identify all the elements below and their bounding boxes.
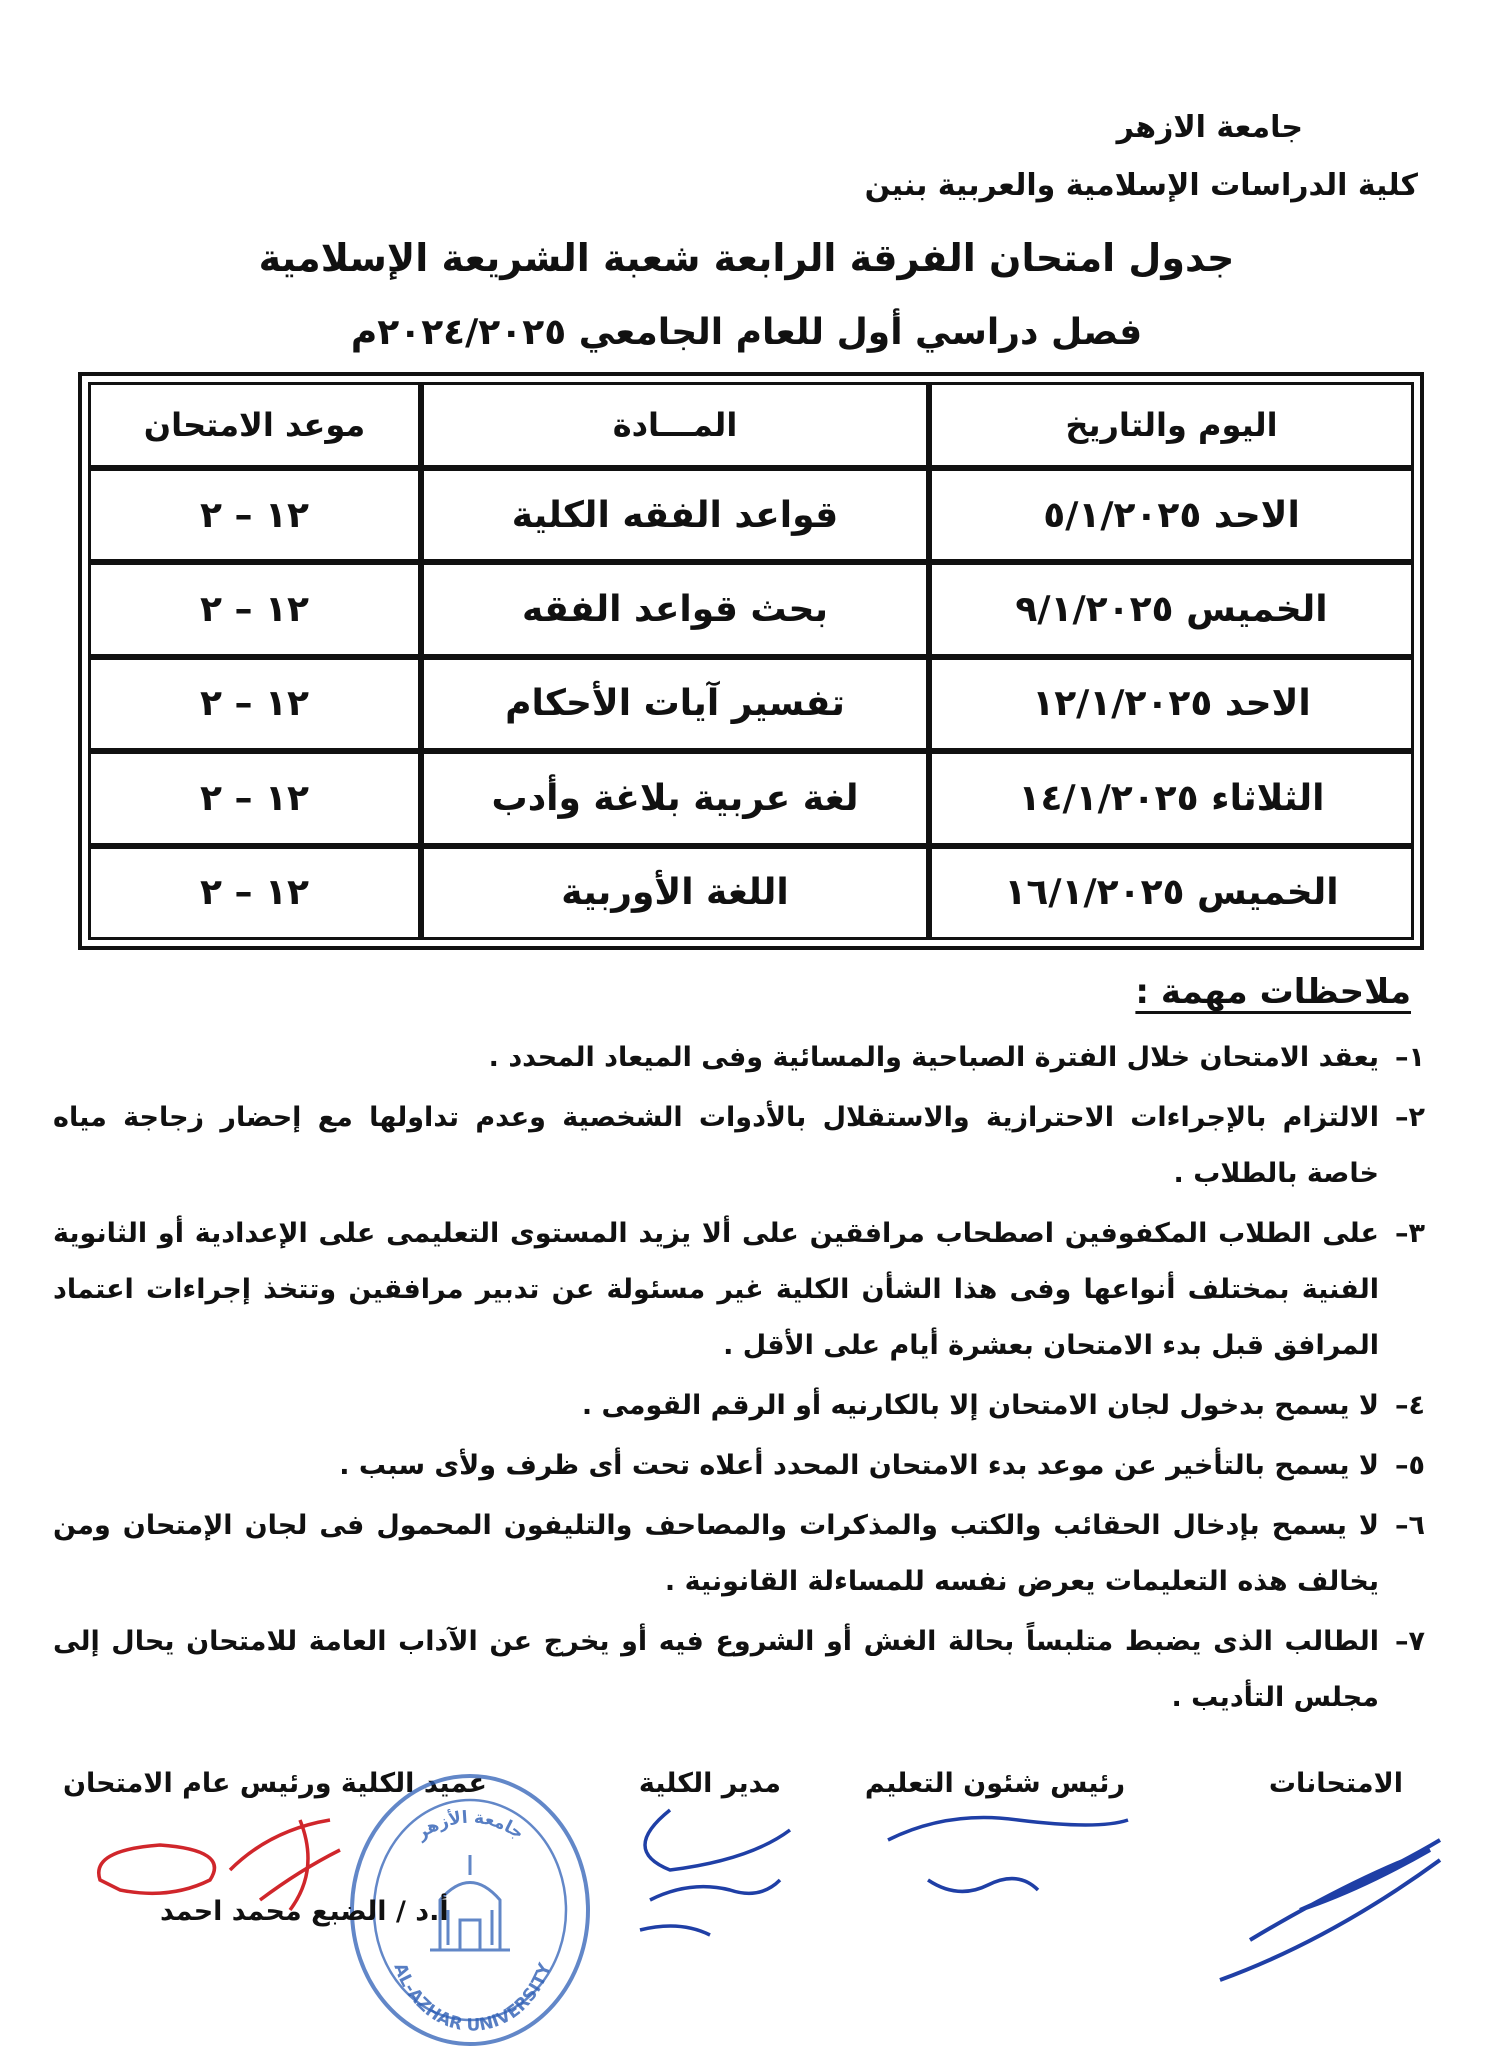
note-item xyxy=(53,1438,1425,1494)
note-number: ٦– xyxy=(1395,1510,1425,1541)
signature-exams-icon xyxy=(1210,1790,1450,1990)
cell-day: الاحد ٥/١/٢٠٢٥ xyxy=(929,468,1414,562)
cell-subject: قواعد الفقه الكلية xyxy=(421,468,929,562)
cell-subject: لغة عربية بلاغة وأدب xyxy=(421,751,929,845)
note-text: يعقد الامتحان خلال الفترة الصباحية والمسائية وفى الميعاد المحدد . xyxy=(488,1042,1379,1073)
note-number: ٥– xyxy=(1395,1450,1425,1481)
table-row xyxy=(88,468,1414,562)
signature-college-manager-icon xyxy=(610,1790,810,1950)
schedule-table xyxy=(88,382,1414,940)
cell-day: الخميس ١٦/١/٢٠٢٥ xyxy=(929,846,1414,940)
cell-day: الاحد ١٢/١/٢٠٢٥ xyxy=(929,657,1414,751)
note-text: لا يسمح بدخول لجان الامتحان إلا بالكارنيه أو الرقم القومى . xyxy=(581,1390,1379,1421)
document-title: جدول امتحان الفرقة الرابعة شعبة الشريعة الإسلامية xyxy=(258,236,1235,280)
table-header-row xyxy=(88,382,1414,468)
cell-time: ١٢ – ٢ xyxy=(88,751,421,845)
cell-time: ١٢ – ٢ xyxy=(88,562,421,656)
note-text: لا يسمح بالتأخير عن موعد بدء الامتحان المحدد أعلاه تحت أى ظرف ولأى سبب . xyxy=(339,1450,1379,1481)
dean-name: أ.د / الضبع محمد احمد xyxy=(160,1896,449,1927)
note-number: ٣– xyxy=(1395,1218,1425,1249)
cell-day: الثلاثاء ١٤/١/٢٠٢٥ xyxy=(929,751,1414,845)
document-subtitle: فصل دراسي أول للعام الجامعي ٢٠٢٤/٢٠٢٥م xyxy=(350,312,1143,353)
notes-list xyxy=(53,1030,1425,1730)
cell-subject: بحث قواعد الفقه xyxy=(421,562,929,656)
note-item xyxy=(53,1498,1425,1610)
cell-time: ١٢ – ٢ xyxy=(88,846,421,940)
table-row xyxy=(88,846,1414,940)
note-text: الالتزام بالإجراءات الاحترازية والاستقلال بالأدوات الشخصية وعدم تداولها مع إحضار زجاجة مياه خاصة بالطلاب . xyxy=(53,1102,1379,1189)
note-item xyxy=(53,1614,1425,1726)
table-row xyxy=(88,751,1414,845)
cell-day: الخميس ٩/١/٢٠٢٥ xyxy=(929,562,1414,656)
note-number: ٧– xyxy=(1395,1626,1425,1657)
note-text: الطالب الذى يضبط متلبساً بحالة الغش أو الشروع فيه أو يخرج عن الآداب العامة للامتحان يحال إلى مجلس التأديب . xyxy=(53,1626,1379,1713)
note-item xyxy=(53,1090,1425,1202)
signature-label-dean: عميد الكلية ورئيس عام الامتحان xyxy=(62,1768,487,1799)
note-text: لا يسمح بإدخال الحقائب والكتب والمذكرات والمصاحف والتليفون المحمول فى لجان الإمتحان ومن يخالف هذه التعليمات يعرض نفسه للمساءلة القانونية . xyxy=(53,1510,1379,1597)
table-row xyxy=(88,657,1414,751)
notes-heading: ملاحظات مهمة : xyxy=(1135,972,1411,1012)
signature-label-education-affairs: رئيس شئون التعليم xyxy=(864,1768,1125,1799)
note-number: ٢– xyxy=(1395,1102,1425,1133)
cell-time: ١٢ – ٢ xyxy=(88,468,421,562)
note-text: على الطلاب المكفوفين اصطحاب مرافقين على ألا يزيد المستوى التعليمى على الإعدادية أو الثانوية الفنية بمختلف أنواعها وفى هذا الشأن الكلية غير مسئولة عن تدبير مرافقين وتتخذ إجراءات اعتماد المرافق قبل بدء الامتحان بعشرة أيام على الأقل . xyxy=(53,1218,1379,1361)
table-row xyxy=(88,562,1414,656)
signature-label-college-manager: مدير الكلية xyxy=(638,1768,781,1799)
note-number: ١– xyxy=(1395,1042,1425,1073)
stamp-english-text: AL-AZHAR UNIVERSITY xyxy=(389,1960,556,2036)
header-day: اليوم والتاريخ xyxy=(929,382,1414,468)
header-time: موعد الامتحان xyxy=(88,382,421,468)
cell-time: ١٢ – ٢ xyxy=(88,657,421,751)
cell-subject: تفسير آيات الأحكام xyxy=(421,657,929,751)
college-name: كلية الدراسات الإسلامية والعربية بنين xyxy=(864,168,1418,203)
cell-subject: اللغة الأوربية xyxy=(421,846,929,940)
note-item xyxy=(53,1030,1425,1086)
note-number: ٤– xyxy=(1395,1390,1425,1421)
signature-label-exams: الامتحانات xyxy=(1268,1768,1403,1799)
note-item xyxy=(53,1378,1425,1434)
note-item xyxy=(53,1206,1425,1374)
signature-education-affairs-icon xyxy=(868,1790,1138,1910)
stamp-arabic-text: جامعة الأزهر xyxy=(412,1807,528,1844)
university-name: جامعة الازهر xyxy=(1116,110,1303,145)
header-subject: المـــادة xyxy=(421,382,929,468)
schedule-table-frame xyxy=(78,372,1424,950)
